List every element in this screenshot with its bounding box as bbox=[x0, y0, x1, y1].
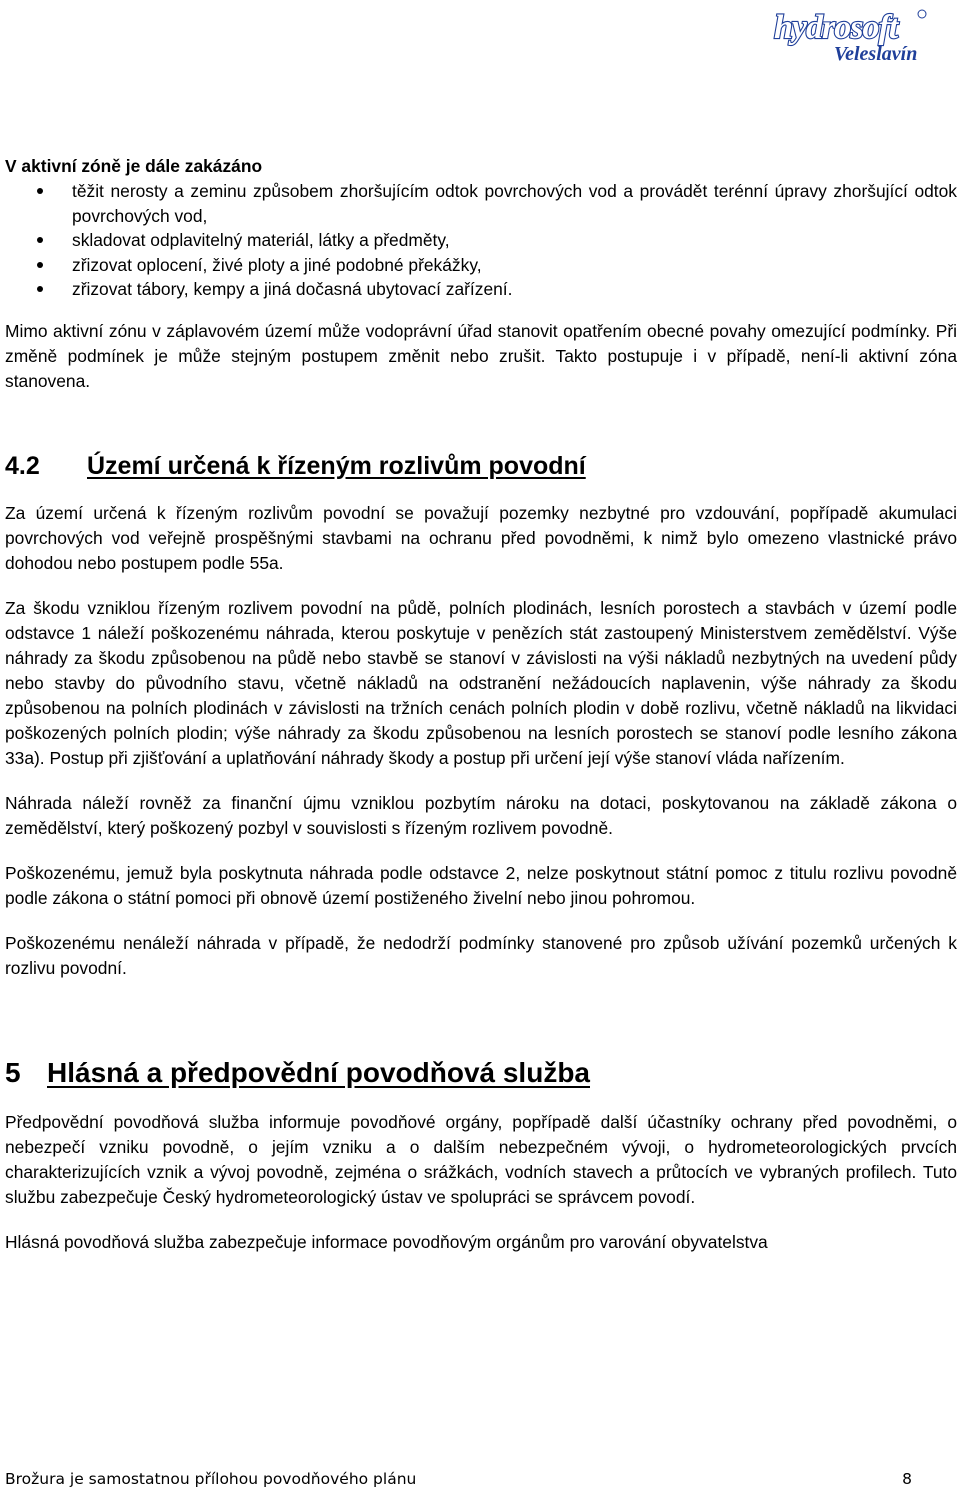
document-body bbox=[5, 154, 957, 1255]
bullet-icon bbox=[37, 286, 43, 292]
section-number: 5 bbox=[5, 1056, 21, 1088]
prohibited-list bbox=[5, 179, 957, 302]
section-title: Hlásná a předpovědní povodňová služba bbox=[47, 1056, 590, 1088]
paragraph: Za škodu vzniklou řízeným rozlivem povodní na půdě, polních plodinách, lesních porostech a stavbách v území podle odstavce 1 náleží poškozenému náhrada, kterou poskytuje v penězích stát zastoupený Ministerstvem zemědělství. Výše náhrady za škodu způsobenou na půdě nebo stavbě se stanoví v závislosti na výši nákladů nezbytných na uvedení půdy nebo stavby do původního stavu, včetně nákladů na odstranění nežádoucích naplavenin, výše náhrady za škodu způsobenou na polních plodinách v závislosti na tržních cenách polních plodin v době rozlivu, včetně nákladů na likvidaci poškozených polních plodin; výše náhrady za škodu způsobenou na lesních porostech se stanoví podle lesního zákona 33a). Postup při zjišťování a uplatňování náhrady škody a postup při určení její výše stanoví vláda nařízením. bbox=[5, 597, 957, 768]
paragraph: Poškozenému nenáleží náhrada v případě, že nedodrží podmínky stanovené pro způsob užívání pozemků určených k rozlivu povodní. bbox=[5, 932, 957, 978]
bullet-icon bbox=[37, 188, 43, 194]
section-number: 4.2 bbox=[5, 451, 40, 480]
list-item: zřizovat oplocení, živé ploty a jiné podobné překážky, bbox=[5, 253, 957, 278]
active-zone-paragraph: Mimo aktivní zónu v záplavovém území může vodoprávní úřad stanovit opatřením obecné povahy omezující podmínky. Při změně podmínek je může stejným postupem změnit nebo zrušit. Takto postupuje i v případě, není-li aktivní zóna stanovena. bbox=[5, 320, 957, 391]
list-item: těžit nerosty a zeminu způsobem zhoršujícím odtok povrchových vod a provádět terénní úpravy zhoršující odtok povrchových vod, bbox=[5, 179, 957, 228]
page-number: 8 bbox=[902, 1470, 912, 1488]
section-4-2-heading bbox=[5, 450, 957, 482]
bullet-icon bbox=[37, 237, 43, 243]
section-title: Území určená k řízeným rozlivům povodní bbox=[87, 451, 586, 480]
paragraph: Předpovědní povodňová služba informuje povodňové orgány, popřípadě další účastníky ochrany před povodněmi, o nebezpečí vzniku povodně, o jejím vzniku a o dalším nebezpečném vývoji, o hydrometeorologických prvcích charakterizujících vznik a vývoj povodně, zejména o srážkách, vodních stavech a průtocích ve vybraných profilech. Tuto službu zabezpečuje Český hydrometeorologický ústav ve spolupráci se správcem povodí. bbox=[5, 1111, 957, 1207]
paragraph: Za území určená k řízeným rozlivům povodní se považují pozemky nezbytné pro vzdouvání, popřípadě akumulaci povrchových vod veřejně prospěšnými stavbami na ochranu před povodněmi, k nimž bylo omezeno vlastnické právo dohodou nebo postupem podle 55a. bbox=[5, 502, 957, 573]
list-item: skladovat odplavitelný materiál, látky a předměty, bbox=[5, 228, 957, 253]
list-item: zřizovat tábory, kempy a jiná dočasná ubytovací zařízení. bbox=[5, 277, 957, 302]
logo-wordmark: hydrosoft bbox=[774, 9, 898, 46]
logo-subtext: Veleslavín bbox=[834, 43, 918, 65]
paragraph: Náhrada náleží rovněž za finanční újmu vzniklou pozbytím nároku na dotaci, poskytovanou na základě zákona o zemědělství, který poškozený pozbyl v souvislosti s řízeným rozlivem povodně. bbox=[5, 792, 957, 838]
page-footer bbox=[5, 1470, 912, 1488]
hydrosoft-logo bbox=[770, 4, 930, 66]
bullet-icon bbox=[37, 262, 43, 268]
paragraph: Hlásná povodňová služba zabezpečuje informace povodňovým orgánům pro varování obyvatelstva bbox=[5, 1231, 768, 1252]
active-zone-heading: V aktivní zóně je dále zakázáno bbox=[5, 156, 263, 176]
paragraph: Poškozenému, jemuž byla poskytnuta náhrada podle odstavce 2, nelze poskytnout státní pomoc z titulu rozlivu povodně podle zákona o státní pomoci při obnově území postiženého živelní nebo jinou pohromou. bbox=[5, 862, 957, 908]
section-5-heading bbox=[5, 1055, 957, 1091]
footer-text: Brožura je samostatnou přílohou povodňového plánu bbox=[5, 1470, 417, 1488]
